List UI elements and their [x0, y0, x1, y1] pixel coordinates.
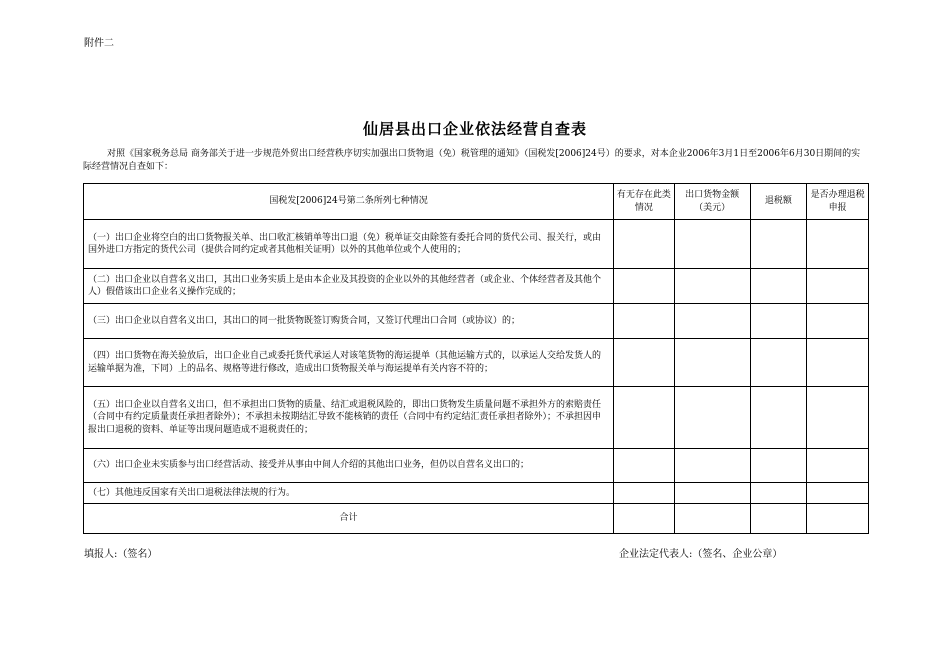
situation-text: （六）出口企业未实质参与出口经营活动、接受并从事由中间人介绍的其他出口业务，但仍以自营名义出口的；: [84, 449, 614, 483]
exists-cell[interactable]: [614, 339, 675, 387]
situation-text: （四）出口货物在海关验放后，出口企业自己或委托货代承运人对该笔货物的海运提单（其他运输方式的，以承运人交给发货人的运输单据为准，下同）上的品名、规格等进行修改，造成出口货物报关单与海运提单有关内容不符的；: [84, 339, 614, 387]
export-amount-cell[interactable]: [674, 220, 750, 269]
exists-cell[interactable]: [614, 387, 675, 449]
header-refund-amount: 退税额: [750, 184, 807, 220]
filler-signature-label: 填报人:（签名）: [84, 549, 158, 560]
refund-amount-cell[interactable]: [750, 304, 807, 339]
exists-cell[interactable]: [614, 449, 675, 483]
page-title: 仙居县出口企业依法经营自查表: [362, 120, 587, 138]
export-amount-cell[interactable]: [674, 483, 750, 504]
self-check-table: [83, 183, 869, 534]
table-row: [84, 339, 869, 387]
situation-text: （三）出口企业以自营名义出口，其出口的同一批货物既签订购货合同，又签订代理出口合同（或协议）的；: [84, 304, 614, 339]
refund-amount-cell[interactable]: [750, 269, 807, 304]
table-row: [84, 304, 869, 339]
total-row: [84, 504, 869, 534]
refund-amount-cell[interactable]: [750, 449, 807, 483]
export-amount-cell[interactable]: [674, 449, 750, 483]
total-refund-declared-cell[interactable]: [807, 504, 869, 534]
intro-paragraph: 对照《国家税务总局 商务部关于进一步规范外贸出口经营秩序切实加强出口货物退（免）税管理的通知》（国税发[2006]24号）的要求，对本企业2006年3月1日至2006年6月30日期间的实际经营情况自查如下：: [83, 149, 861, 172]
export-amount-cell[interactable]: [674, 387, 750, 449]
export-amount-cell[interactable]: [674, 339, 750, 387]
attachment-label: 附件二: [84, 38, 114, 49]
refund-amount-cell[interactable]: [750, 220, 807, 269]
table-row: [84, 449, 869, 483]
table-row: [84, 387, 869, 449]
legal-rep-signature-label: 企业法定代表人:（签名、企业公章）: [619, 549, 783, 560]
header-refund-declared: 是否办理退税申报: [807, 184, 869, 220]
situation-text: （二）出口企业以自营名义出口，其出口业务实质上是由本企业及其投资的企业以外的其他经营者（或企业、个体经营者及其他个人）假借该出口企业名义操作完成的；: [84, 269, 614, 304]
exists-cell[interactable]: [614, 220, 675, 269]
table-row: [84, 269, 869, 304]
table-header-row: [84, 184, 869, 220]
refund-amount-cell[interactable]: [750, 387, 807, 449]
refund-declared-cell[interactable]: [807, 387, 869, 449]
refund-declared-cell[interactable]: [807, 220, 869, 269]
table-row: [84, 483, 869, 504]
situation-text: （七）其他违反国家有关出口退税法律法规的行为。: [84, 483, 614, 504]
total-exists-cell[interactable]: [614, 504, 675, 534]
total-refund-amount-cell[interactable]: [750, 504, 807, 534]
refund-amount-cell[interactable]: [750, 339, 807, 387]
header-exists: 有无存在此类情况: [614, 184, 675, 220]
total-export-amount-cell[interactable]: [674, 504, 750, 534]
exists-cell[interactable]: [614, 304, 675, 339]
refund-amount-cell[interactable]: [750, 483, 807, 504]
total-label: 合计: [84, 504, 614, 534]
refund-declared-cell[interactable]: [807, 449, 869, 483]
refund-declared-cell[interactable]: [807, 483, 869, 504]
exists-cell[interactable]: [614, 269, 675, 304]
situation-text: （一）出口企业将空白的出口货物报关单、出口收汇核销单等出口退（免）税单证交由除签有委托合同的货代公司、报关行，或由国外进口方指定的货代公司（提供合同约定或者其他相关证明）以外的其他单位或个人使用的；: [84, 220, 614, 269]
refund-declared-cell[interactable]: [807, 269, 869, 304]
situation-text: （五）出口企业以自营名义出口，但不承担出口货物的质量、结汇或退税风险的，即出口货物发生质量问题不承担外方的索赔责任（合同中有约定质量责任承担者除外）；不承担未按期结汇导致不能核销的责任（合同中有约定结汇责任承担者除外）；不承担因申报出口退税的资料、单证等出现问题造成不退税责任的；: [84, 387, 614, 449]
header-situations: 国税发[2006]24号第二条所列七种情况: [84, 184, 614, 220]
header-export-amount: 出口货物金额（美元）: [674, 184, 750, 220]
export-amount-cell[interactable]: [674, 269, 750, 304]
export-amount-cell[interactable]: [674, 304, 750, 339]
table-row: [84, 220, 869, 269]
refund-declared-cell[interactable]: [807, 304, 869, 339]
exists-cell[interactable]: [614, 483, 675, 504]
refund-declared-cell[interactable]: [807, 339, 869, 387]
